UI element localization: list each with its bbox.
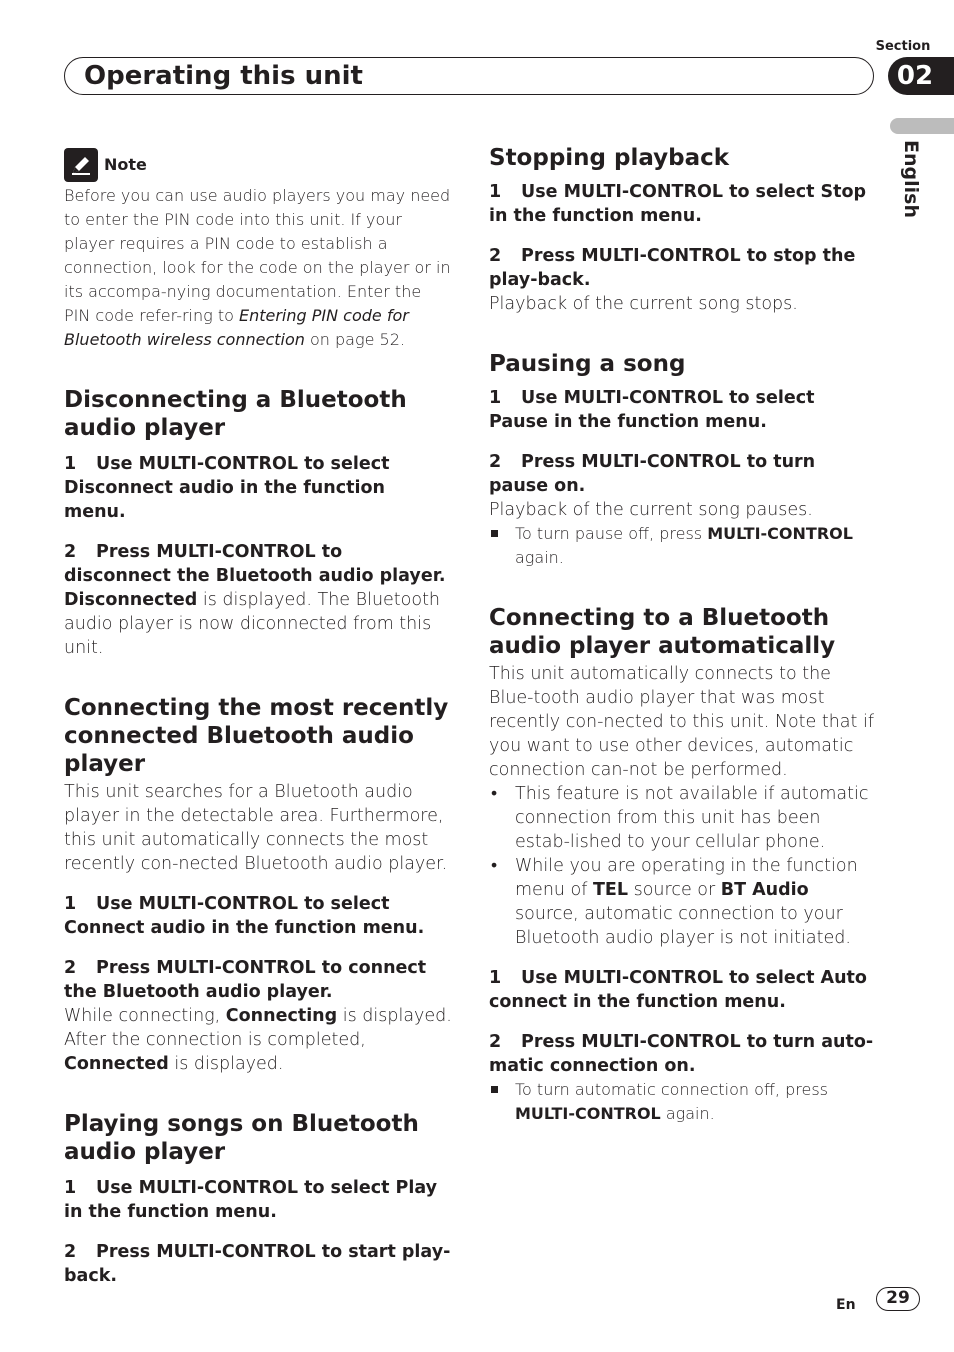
source-name: BT Audio <box>720 880 809 900</box>
square-bullet-icon <box>491 530 498 537</box>
result-text-part: is displayed. <box>168 1054 284 1074</box>
note-title: Note <box>104 155 147 174</box>
note-header <box>64 148 452 182</box>
step-1 <box>489 386 875 434</box>
page-number: 29 <box>876 1287 920 1311</box>
step-text: Use MULTI-CONTROL to select Play in the function menu. <box>64 1178 438 1222</box>
step-text: Press MULTI-CONTROL to connect the Bluetooth audio player. <box>64 958 427 1002</box>
note-text <box>64 184 452 352</box>
step-2 <box>489 244 875 292</box>
note-reference: Entering PIN code for Bluetooth wireless connection <box>64 306 409 349</box>
step-text: Press MULTI-CONTROL to start play-back. <box>64 1242 451 1286</box>
result-text-part: is displayed. After the connection is completed, <box>64 1006 452 1050</box>
bullet-icon: • <box>491 856 498 876</box>
step-text: Use MULTI-CONTROL to select Pause in the function menu. <box>489 388 815 432</box>
step-number: 2 <box>64 1242 77 1262</box>
step-1 <box>64 892 452 940</box>
step-2 <box>64 956 452 1004</box>
step-2 <box>489 1030 875 1078</box>
step-1 <box>64 452 452 524</box>
step-number: 1 <box>489 388 502 408</box>
result-text: Playback of the current song pauses. <box>489 500 813 520</box>
step-2 <box>64 540 452 588</box>
bullet-icon: • <box>491 784 498 804</box>
result-text <box>64 588 452 660</box>
right-column <box>489 144 875 1126</box>
step-number: 2 <box>64 958 77 978</box>
step-text: Press MULTI-CONTROL to disconnect the Bluetooth audio player. <box>64 542 446 586</box>
heading-pausing: Pausing a song <box>489 351 686 377</box>
list-item <box>489 782 875 854</box>
step-number: 2 <box>64 542 77 562</box>
result-text-part: is displayed. The Bluetooth audio player is now diconnected from this unit. <box>64 590 441 658</box>
heading-disconnecting: Disconnecting a Bluetooth audio player <box>64 387 407 441</box>
step-text: Press MULTI-CONTROL to stop the play-back. <box>489 246 856 290</box>
language-label: English <box>900 140 922 218</box>
step-number: 2 <box>489 452 502 472</box>
step-text: Press MULTI-CONTROL to turn auto-matic connection on. <box>489 1032 874 1076</box>
language-tab <box>890 118 954 134</box>
list-item-text: source, automatic connection to your Bluetooth audio player is not initiated. <box>515 904 851 948</box>
heading-auto-connect: Connecting to a Bluetooth audio player automatically <box>489 605 836 659</box>
left-column <box>64 148 452 1288</box>
heading-recent: Connecting the most recently connected Bluetooth audio player <box>64 695 449 777</box>
list-item <box>489 854 875 950</box>
pencil-note-icon <box>64 148 98 182</box>
step-number: 1 <box>489 968 502 988</box>
body-text: This unit automatically connects to the Blue-tooth audio player that was most recently con-nected to this unit. Note that if you want to use other devices, automatic connection can-not be performed. <box>489 664 874 780</box>
tip-text-part: To turn automatic connection off, press <box>515 1080 828 1099</box>
list-item-text: source or <box>628 880 721 900</box>
step-text: Use MULTI-CONTROL to select Connect audio in the function menu. <box>64 894 425 938</box>
step-number: 1 <box>489 182 502 202</box>
step-1 <box>489 180 875 228</box>
status-text: Connected <box>64 1054 169 1074</box>
footer-language: En <box>836 1297 856 1313</box>
tip-item <box>489 1078 875 1126</box>
tip-text-part: again. <box>660 1104 715 1123</box>
body-text: This unit searches for a Bluetooth audio player in the detectable area. Furthermore, this unit automatically connects the most recently con-nected Bluetooth audio player. <box>64 782 448 874</box>
result-text <box>64 1004 452 1076</box>
control-name: MULTI-CONTROL <box>515 1104 661 1123</box>
tip-text-part: again. <box>515 548 564 567</box>
list-item-text: While you are operating in the function menu of <box>515 856 858 900</box>
step-text: Use MULTI-CONTROL to select Stop in the function menu. <box>489 182 867 226</box>
step-text: Use MULTI-CONTROL to select Auto connect in the function menu. <box>489 968 867 1012</box>
note-text-part: on page 52. <box>304 330 405 349</box>
result-text-part: While connecting, <box>64 1006 226 1026</box>
status-text: Connecting <box>225 1006 338 1026</box>
step-text: Press MULTI-CONTROL to turn pause on. <box>489 452 816 496</box>
list-item-text: This feature is not available if automatic connection from this unit has been estab-lished to your cellular phone. <box>515 784 869 852</box>
note-text-part: Before you can use audio players you may need to enter the PIN code into this unit. If your player requires a PIN code to establish a connection, look for the code on the player or in its accompa-nying documentation. Enter the PIN code refer-ring to <box>64 186 451 325</box>
section-label: Section <box>875 39 931 54</box>
section-number: 02 <box>896 61 934 91</box>
step-text: Use MULTI-CONTROL to select Disconnect audio in the function menu. <box>64 454 390 522</box>
step-number: 2 <box>489 246 502 266</box>
result-text: Playback of the current song stops. <box>489 294 798 314</box>
page-title: Operating this unit <box>84 61 363 91</box>
step-2 <box>64 1240 452 1288</box>
step-1 <box>489 966 875 1014</box>
square-bullet-icon <box>491 1086 498 1093</box>
source-name: TEL <box>593 880 629 900</box>
tip-text-part: To turn pause off, press <box>515 524 708 543</box>
step-2 <box>489 450 875 498</box>
step-number: 1 <box>64 1178 77 1198</box>
heading-playing: Playing songs on Bluetooth audio player <box>64 1111 419 1165</box>
step-number: 2 <box>489 1032 502 1052</box>
step-1 <box>64 1176 452 1224</box>
status-text: Disconnected <box>64 590 198 610</box>
step-number: 1 <box>64 454 77 474</box>
control-name: MULTI-CONTROL <box>707 524 853 543</box>
step-number: 1 <box>64 894 77 914</box>
tip-item <box>489 522 875 570</box>
heading-stopping: Stopping playback <box>489 145 730 171</box>
